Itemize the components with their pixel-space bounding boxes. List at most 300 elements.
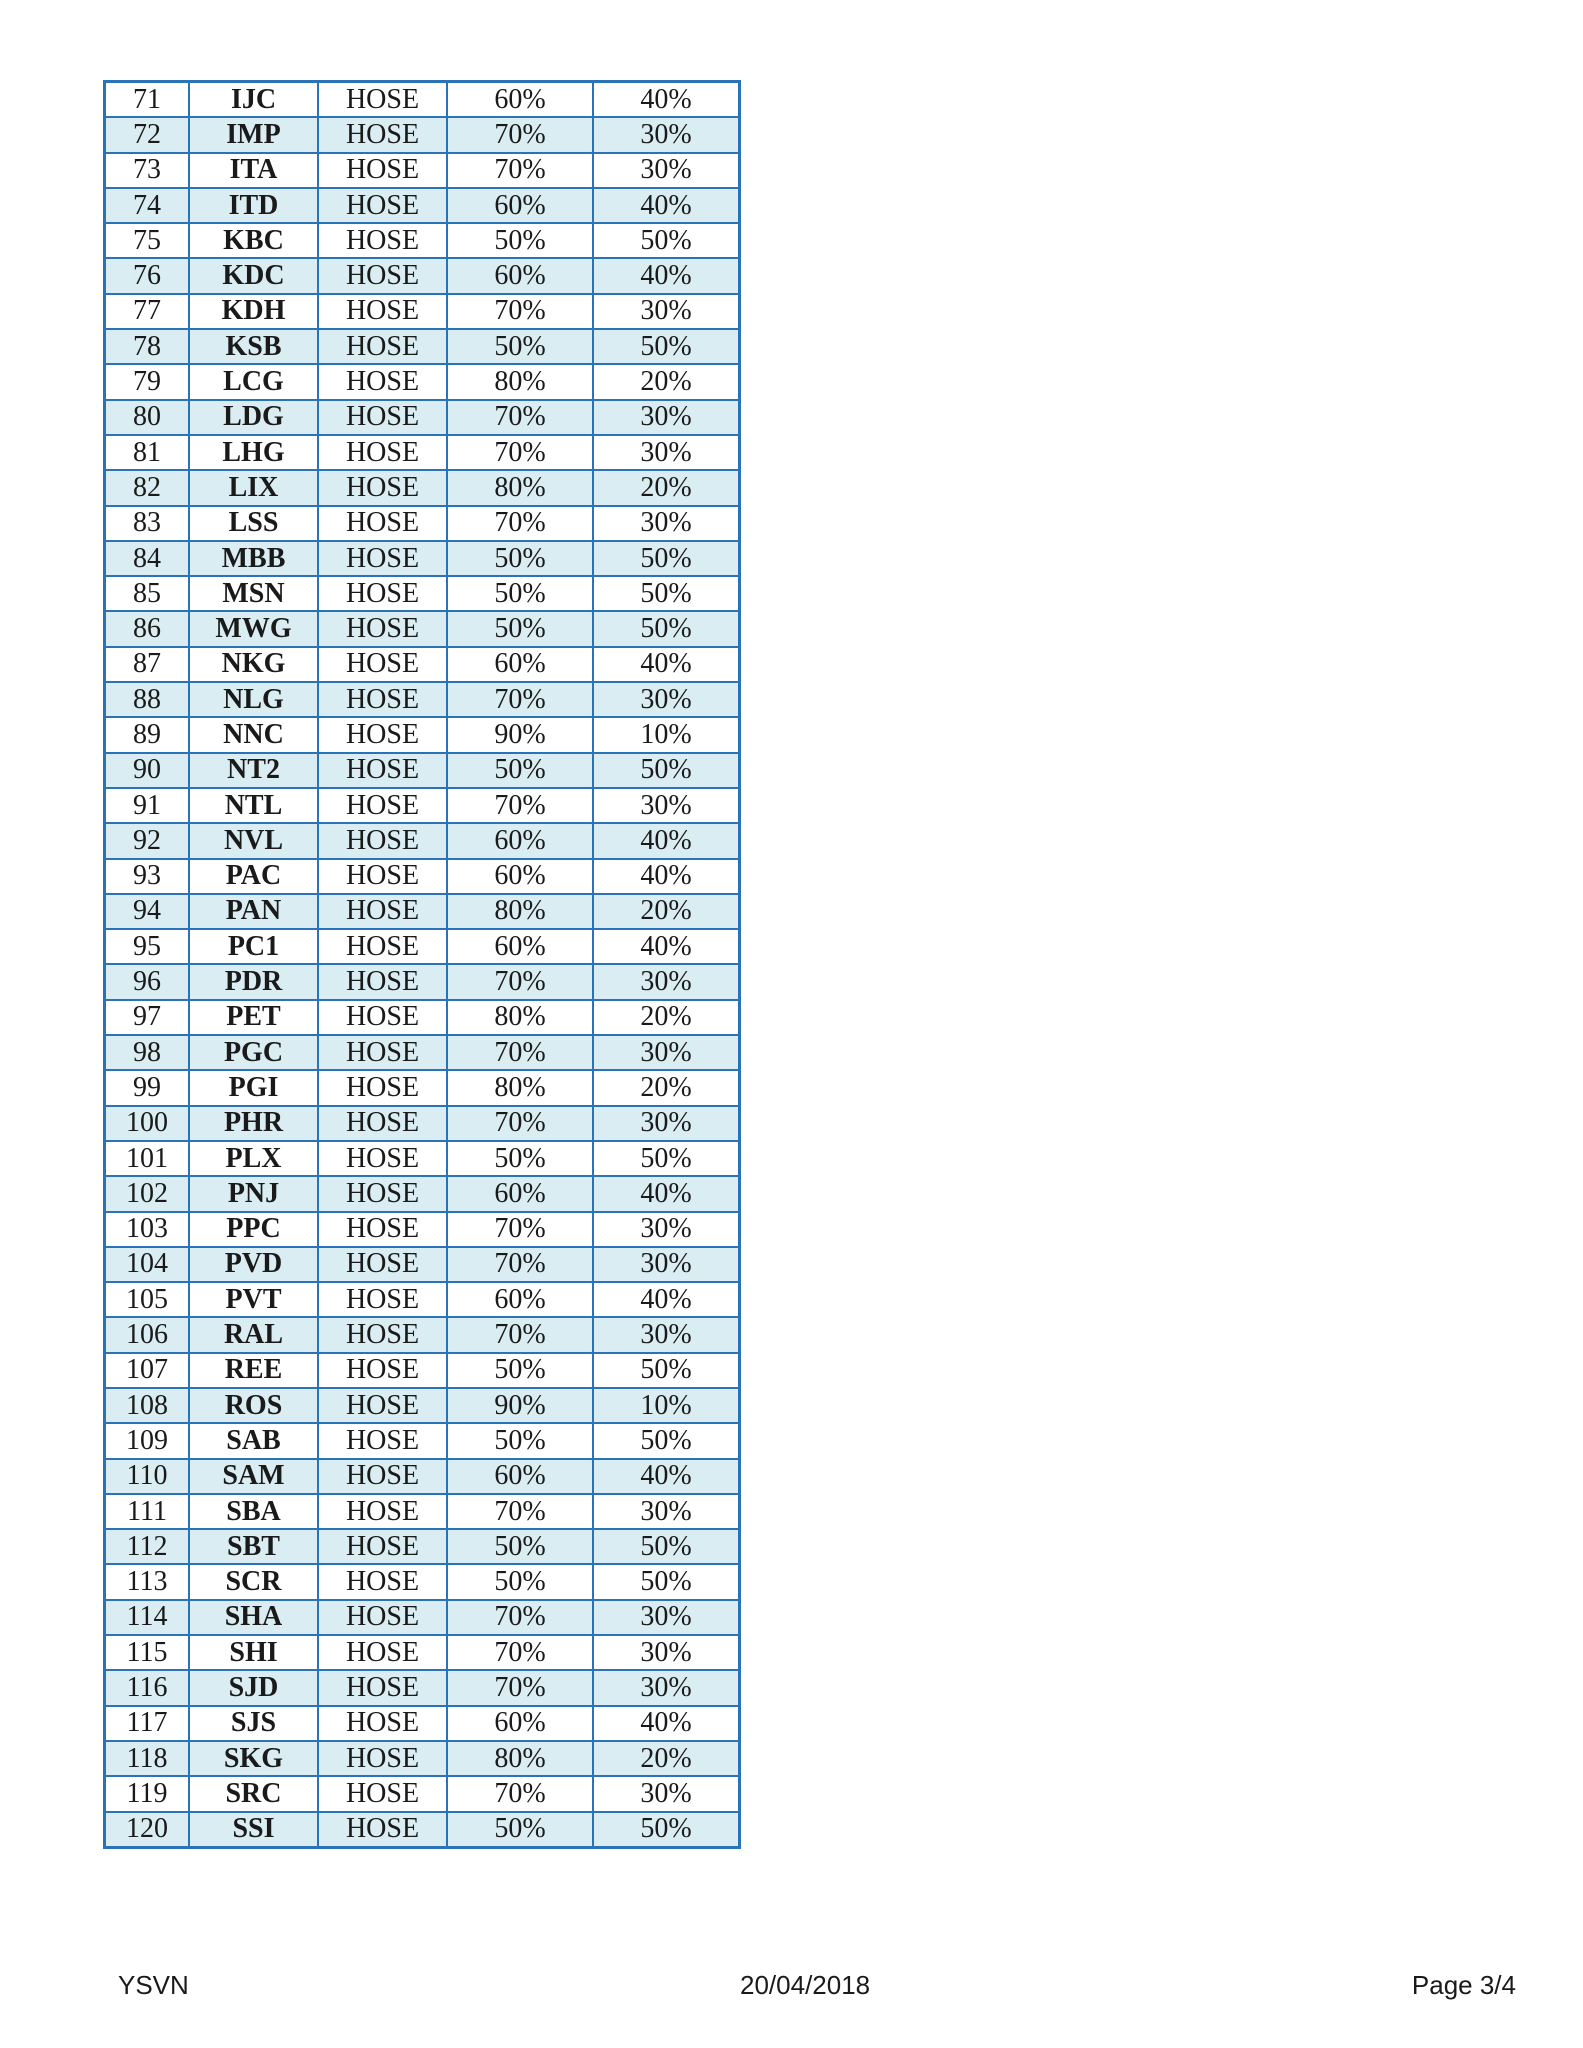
ratio-a-cell: 70%: [447, 788, 593, 823]
exchange-cell: HOSE: [318, 1388, 447, 1423]
row-number-cell: 90: [105, 753, 190, 788]
exchange-cell: HOSE: [318, 294, 447, 329]
row-number-cell: 113: [105, 1564, 190, 1599]
ratio-b-cell: 40%: [593, 929, 740, 964]
ratio-a-cell: 70%: [447, 1494, 593, 1529]
stock-code-cell: LDG: [189, 400, 318, 435]
stock-code-cell: NKG: [189, 647, 318, 682]
ratio-b-cell: 30%: [593, 682, 740, 717]
row-number-cell: 102: [105, 1176, 190, 1211]
table-row: [105, 1353, 740, 1388]
ratio-b-cell: 30%: [593, 788, 740, 823]
table-row: [105, 964, 740, 999]
row-number-cell: 118: [105, 1741, 190, 1776]
stock-code-cell: LSS: [189, 506, 318, 541]
stock-code-cell: NVL: [189, 823, 318, 858]
exchange-cell: HOSE: [318, 435, 447, 470]
stock-code-cell: SCR: [189, 1564, 318, 1599]
stock-code-cell: IMP: [189, 117, 318, 152]
exchange-cell: HOSE: [318, 1494, 447, 1529]
exchange-cell: HOSE: [318, 894, 447, 929]
ratio-b-cell: 40%: [593, 258, 740, 293]
exchange-cell: HOSE: [318, 1070, 447, 1105]
table-row: [105, 1706, 740, 1741]
stock-code-cell: SSI: [189, 1812, 318, 1848]
stock-code-cell: SKG: [189, 1741, 318, 1776]
ratio-b-cell: 10%: [593, 1388, 740, 1423]
ratio-a-cell: 80%: [447, 1070, 593, 1105]
stock-code-cell: SBT: [189, 1529, 318, 1564]
stock-code-cell: MWG: [189, 611, 318, 646]
stock-code-cell: ITD: [189, 188, 318, 223]
row-number-cell: 100: [105, 1106, 190, 1141]
ratio-a-cell: 60%: [447, 1459, 593, 1494]
stock-code-cell: PLX: [189, 1141, 318, 1176]
ratio-a-cell: 70%: [447, 117, 593, 152]
row-number-cell: 106: [105, 1317, 190, 1352]
exchange-cell: HOSE: [318, 1812, 447, 1848]
stock-code-cell: PDR: [189, 964, 318, 999]
ratio-a-cell: 50%: [447, 1353, 593, 1388]
ratio-a-cell: 60%: [447, 823, 593, 858]
table-row: [105, 258, 740, 293]
row-number-cell: 111: [105, 1494, 190, 1529]
exchange-cell: HOSE: [318, 400, 447, 435]
row-number-cell: 98: [105, 1035, 190, 1070]
ratio-a-cell: 50%: [447, 1564, 593, 1599]
exchange-cell: HOSE: [318, 1776, 447, 1811]
exchange-cell: HOSE: [318, 647, 447, 682]
row-number-cell: 105: [105, 1282, 190, 1317]
row-number-cell: 110: [105, 1459, 190, 1494]
ratio-a-cell: 50%: [447, 1141, 593, 1176]
row-number-cell: 94: [105, 894, 190, 929]
ratio-b-cell: 50%: [593, 611, 740, 646]
row-number-cell: 79: [105, 364, 190, 399]
exchange-cell: HOSE: [318, 611, 447, 646]
table-row: [105, 329, 740, 364]
ratio-a-cell: 50%: [447, 753, 593, 788]
table-row: [105, 223, 740, 258]
table-row: [105, 753, 740, 788]
footer-date: 20/04/2018: [740, 1970, 871, 2000]
table-row: [105, 1776, 740, 1811]
table-row: [105, 1494, 740, 1529]
exchange-cell: HOSE: [318, 506, 447, 541]
ratio-b-cell: 30%: [593, 964, 740, 999]
table-row: [105, 894, 740, 929]
row-number-cell: 114: [105, 1600, 190, 1635]
ratio-b-cell: 30%: [593, 435, 740, 470]
row-number-cell: 80: [105, 400, 190, 435]
ratio-b-cell: 50%: [593, 576, 740, 611]
exchange-cell: HOSE: [318, 223, 447, 258]
table-row: [105, 1106, 740, 1141]
ratio-b-cell: 30%: [593, 1317, 740, 1352]
ratio-a-cell: 80%: [447, 364, 593, 399]
ratio-a-cell: 50%: [447, 1529, 593, 1564]
row-number-cell: 85: [105, 576, 190, 611]
table-row: [105, 400, 740, 435]
stock-code-cell: SHI: [189, 1635, 318, 1670]
ratio-a-cell: 50%: [447, 541, 593, 576]
stock-code-cell: KDC: [189, 258, 318, 293]
table-row: [105, 1459, 740, 1494]
table-row: [105, 1070, 740, 1105]
ratio-b-cell: 50%: [593, 1564, 740, 1599]
ratio-b-cell: 30%: [593, 117, 740, 152]
stock-code-cell: LCG: [189, 364, 318, 399]
row-number-cell: 73: [105, 153, 190, 188]
ratio-b-cell: 30%: [593, 506, 740, 541]
ratio-b-cell: 50%: [593, 329, 740, 364]
table-row: [105, 1176, 740, 1211]
ratio-b-cell: 30%: [593, 400, 740, 435]
footer-page-number: Page 3/4: [1411, 1970, 1516, 2000]
ratio-a-cell: 70%: [447, 1106, 593, 1141]
table-row: [105, 788, 740, 823]
exchange-cell: HOSE: [318, 1635, 447, 1670]
stock-code-cell: IJC: [189, 82, 318, 118]
stock-code-cell: PAC: [189, 859, 318, 894]
row-number-cell: 99: [105, 1070, 190, 1105]
exchange-cell: HOSE: [318, 1459, 447, 1494]
ratio-a-cell: 70%: [447, 1247, 593, 1282]
table-row: [105, 576, 740, 611]
stock-code-cell: SHA: [189, 1600, 318, 1635]
row-number-cell: 87: [105, 647, 190, 682]
ratio-a-cell: 60%: [447, 188, 593, 223]
row-number-cell: 91: [105, 788, 190, 823]
margin-ratio-table-container: [103, 80, 741, 1849]
exchange-cell: HOSE: [318, 470, 447, 505]
ratio-a-cell: 60%: [447, 859, 593, 894]
table-row: [105, 1564, 740, 1599]
table-row: [105, 717, 740, 752]
ratio-a-cell: 70%: [447, 1212, 593, 1247]
stock-code-cell: PNJ: [189, 1176, 318, 1211]
stock-code-cell: PAN: [189, 894, 318, 929]
row-number-cell: 101: [105, 1141, 190, 1176]
exchange-cell: HOSE: [318, 329, 447, 364]
ratio-a-cell: 70%: [447, 294, 593, 329]
exchange-cell: HOSE: [318, 82, 447, 118]
ratio-a-cell: 50%: [447, 1812, 593, 1848]
ratio-b-cell: 40%: [593, 1706, 740, 1741]
ratio-b-cell: 40%: [593, 1459, 740, 1494]
row-number-cell: 93: [105, 859, 190, 894]
exchange-cell: HOSE: [318, 1317, 447, 1352]
exchange-cell: HOSE: [318, 1176, 447, 1211]
table-row: [105, 1670, 740, 1705]
ratio-a-cell: 50%: [447, 329, 593, 364]
table-row: [105, 541, 740, 576]
stock-code-cell: NNC: [189, 717, 318, 752]
table-row: [105, 1141, 740, 1176]
stock-code-cell: ITA: [189, 153, 318, 188]
ratio-b-cell: 30%: [593, 1494, 740, 1529]
ratio-a-cell: 70%: [447, 964, 593, 999]
ratio-a-cell: 50%: [447, 576, 593, 611]
ratio-b-cell: 50%: [593, 753, 740, 788]
ratio-a-cell: 80%: [447, 1000, 593, 1035]
exchange-cell: HOSE: [318, 1423, 447, 1458]
footer-company: YSVN: [118, 1970, 189, 2000]
stock-code-cell: MBB: [189, 541, 318, 576]
ratio-b-cell: 30%: [593, 1776, 740, 1811]
stock-code-cell: PGC: [189, 1035, 318, 1070]
row-number-cell: 107: [105, 1353, 190, 1388]
row-number-cell: 78: [105, 329, 190, 364]
exchange-cell: HOSE: [318, 964, 447, 999]
table-row: [105, 1317, 740, 1352]
row-number-cell: 116: [105, 1670, 190, 1705]
row-number-cell: 76: [105, 258, 190, 293]
row-number-cell: 120: [105, 1812, 190, 1848]
table-row: [105, 1388, 740, 1423]
table-row: [105, 364, 740, 399]
ratio-a-cell: 60%: [447, 82, 593, 118]
stock-code-cell: NLG: [189, 682, 318, 717]
stock-code-cell: PHR: [189, 1106, 318, 1141]
ratio-b-cell: 20%: [593, 1000, 740, 1035]
ratio-b-cell: 50%: [593, 1423, 740, 1458]
ratio-b-cell: 30%: [593, 294, 740, 329]
table-row: [105, 1812, 740, 1848]
stock-code-cell: KSB: [189, 329, 318, 364]
ratio-a-cell: 50%: [447, 611, 593, 646]
row-number-cell: 109: [105, 1423, 190, 1458]
stock-code-cell: NTL: [189, 788, 318, 823]
ratio-a-cell: 70%: [447, 1317, 593, 1352]
row-number-cell: 104: [105, 1247, 190, 1282]
exchange-cell: HOSE: [318, 117, 447, 152]
table-row: [105, 153, 740, 188]
ratio-a-cell: 70%: [447, 682, 593, 717]
ratio-b-cell: 40%: [593, 188, 740, 223]
row-number-cell: 108: [105, 1388, 190, 1423]
table-row: [105, 859, 740, 894]
row-number-cell: 95: [105, 929, 190, 964]
row-number-cell: 84: [105, 541, 190, 576]
row-number-cell: 117: [105, 1706, 190, 1741]
table-row: [105, 470, 740, 505]
ratio-b-cell: 30%: [593, 1600, 740, 1635]
ratio-a-cell: 80%: [447, 894, 593, 929]
row-number-cell: 88: [105, 682, 190, 717]
table-row: [105, 1247, 740, 1282]
exchange-cell: HOSE: [318, 717, 447, 752]
row-number-cell: 119: [105, 1776, 190, 1811]
ratio-b-cell: 30%: [593, 1106, 740, 1141]
stock-code-cell: RAL: [189, 1317, 318, 1352]
row-number-cell: 82: [105, 470, 190, 505]
ratio-b-cell: 50%: [593, 1529, 740, 1564]
ratio-b-cell: 40%: [593, 1282, 740, 1317]
ratio-b-cell: 20%: [593, 364, 740, 399]
ratio-b-cell: 20%: [593, 1070, 740, 1105]
stock-code-cell: KDH: [189, 294, 318, 329]
stock-code-cell: ROS: [189, 1388, 318, 1423]
row-number-cell: 92: [105, 823, 190, 858]
ratio-b-cell: 40%: [593, 647, 740, 682]
table-row: [105, 1635, 740, 1670]
ratio-a-cell: 90%: [447, 1388, 593, 1423]
ratio-b-cell: 30%: [593, 1035, 740, 1070]
exchange-cell: HOSE: [318, 1106, 447, 1141]
row-number-cell: 81: [105, 435, 190, 470]
ratio-a-cell: 70%: [447, 400, 593, 435]
ratio-b-cell: 30%: [593, 1247, 740, 1282]
ratio-b-cell: 30%: [593, 1635, 740, 1670]
ratio-a-cell: 70%: [447, 1600, 593, 1635]
ratio-a-cell: 80%: [447, 470, 593, 505]
table-row: [105, 1000, 740, 1035]
stock-code-cell: PVD: [189, 1247, 318, 1282]
stock-code-cell: REE: [189, 1353, 318, 1388]
table-row: [105, 611, 740, 646]
exchange-cell: HOSE: [318, 1282, 447, 1317]
exchange-cell: HOSE: [318, 823, 447, 858]
stock-code-cell: LHG: [189, 435, 318, 470]
ratio-a-cell: 60%: [447, 1282, 593, 1317]
ratio-b-cell: 50%: [593, 1353, 740, 1388]
exchange-cell: HOSE: [318, 1741, 447, 1776]
table-body: [105, 82, 740, 1848]
exchange-cell: HOSE: [318, 788, 447, 823]
row-number-cell: 112: [105, 1529, 190, 1564]
stock-code-cell: SRC: [189, 1776, 318, 1811]
stock-code-cell: SJS: [189, 1706, 318, 1741]
stock-code-cell: KBC: [189, 223, 318, 258]
ratio-a-cell: 70%: [447, 506, 593, 541]
stock-code-cell: PPC: [189, 1212, 318, 1247]
ratio-a-cell: 70%: [447, 1035, 593, 1070]
table-row: [105, 1035, 740, 1070]
ratio-b-cell: 30%: [593, 1212, 740, 1247]
stock-code-cell: SJD: [189, 1670, 318, 1705]
exchange-cell: HOSE: [318, 1212, 447, 1247]
exchange-cell: HOSE: [318, 753, 447, 788]
exchange-cell: HOSE: [318, 364, 447, 399]
ratio-a-cell: 50%: [447, 223, 593, 258]
table-row: [105, 82, 740, 118]
ratio-a-cell: 70%: [447, 1635, 593, 1670]
exchange-cell: HOSE: [318, 1141, 447, 1176]
stock-code-cell: SAM: [189, 1459, 318, 1494]
row-number-cell: 75: [105, 223, 190, 258]
ratio-a-cell: 70%: [447, 1670, 593, 1705]
ratio-b-cell: 40%: [593, 82, 740, 118]
exchange-cell: HOSE: [318, 1706, 447, 1741]
stock-code-cell: PC1: [189, 929, 318, 964]
stock-code-cell: SBA: [189, 1494, 318, 1529]
table-row: [105, 117, 740, 152]
table-row: [105, 1212, 740, 1247]
stock-code-cell: PGI: [189, 1070, 318, 1105]
table-row: [105, 929, 740, 964]
exchange-cell: HOSE: [318, 258, 447, 293]
row-number-cell: 83: [105, 506, 190, 541]
exchange-cell: HOSE: [318, 1353, 447, 1388]
row-number-cell: 97: [105, 1000, 190, 1035]
stock-code-cell: SAB: [189, 1423, 318, 1458]
table-row: [105, 1423, 740, 1458]
ratio-a-cell: 70%: [447, 1776, 593, 1811]
ratio-a-cell: 80%: [447, 1741, 593, 1776]
row-number-cell: 96: [105, 964, 190, 999]
exchange-cell: HOSE: [318, 188, 447, 223]
table-row: [105, 294, 740, 329]
row-number-cell: 89: [105, 717, 190, 752]
exchange-cell: HOSE: [318, 1670, 447, 1705]
ratio-b-cell: 40%: [593, 823, 740, 858]
exchange-cell: HOSE: [318, 1035, 447, 1070]
stock-code-cell: PET: [189, 1000, 318, 1035]
exchange-cell: HOSE: [318, 682, 447, 717]
exchange-cell: HOSE: [318, 153, 447, 188]
exchange-cell: HOSE: [318, 1564, 447, 1599]
row-number-cell: 77: [105, 294, 190, 329]
row-number-cell: 103: [105, 1212, 190, 1247]
ratio-b-cell: 10%: [593, 717, 740, 752]
ratio-a-cell: 70%: [447, 435, 593, 470]
row-number-cell: 71: [105, 82, 190, 118]
table-row: [105, 1600, 740, 1635]
table-row: [105, 1282, 740, 1317]
ratio-a-cell: 60%: [447, 929, 593, 964]
exchange-cell: HOSE: [318, 1247, 447, 1282]
ratio-b-cell: 20%: [593, 1741, 740, 1776]
row-number-cell: 74: [105, 188, 190, 223]
table-row: [105, 823, 740, 858]
ratio-b-cell: 40%: [593, 1176, 740, 1211]
stock-code-cell: MSN: [189, 576, 318, 611]
ratio-a-cell: 90%: [447, 717, 593, 752]
table-row: [105, 682, 740, 717]
ratio-b-cell: 30%: [593, 153, 740, 188]
table-row: [105, 435, 740, 470]
ratio-b-cell: 50%: [593, 541, 740, 576]
table-row: [105, 1529, 740, 1564]
ratio-a-cell: 50%: [447, 1423, 593, 1458]
row-number-cell: 72: [105, 117, 190, 152]
ratio-a-cell: 60%: [447, 258, 593, 293]
ratio-a-cell: 60%: [447, 647, 593, 682]
ratio-b-cell: 20%: [593, 470, 740, 505]
ratio-b-cell: 50%: [593, 1812, 740, 1848]
ratio-b-cell: 30%: [593, 1670, 740, 1705]
table-row: [105, 188, 740, 223]
exchange-cell: HOSE: [318, 541, 447, 576]
exchange-cell: HOSE: [318, 929, 447, 964]
ratio-b-cell: 50%: [593, 223, 740, 258]
ratio-b-cell: 20%: [593, 894, 740, 929]
exchange-cell: HOSE: [318, 1600, 447, 1635]
table-row: [105, 1741, 740, 1776]
ratio-b-cell: 50%: [593, 1141, 740, 1176]
ratio-a-cell: 60%: [447, 1176, 593, 1211]
table-row: [105, 647, 740, 682]
exchange-cell: HOSE: [318, 859, 447, 894]
stock-code-cell: LIX: [189, 470, 318, 505]
exchange-cell: HOSE: [318, 1529, 447, 1564]
ratio-a-cell: 70%: [447, 153, 593, 188]
ratio-b-cell: 40%: [593, 859, 740, 894]
exchange-cell: HOSE: [318, 1000, 447, 1035]
row-number-cell: 115: [105, 1635, 190, 1670]
stock-code-cell: NT2: [189, 753, 318, 788]
